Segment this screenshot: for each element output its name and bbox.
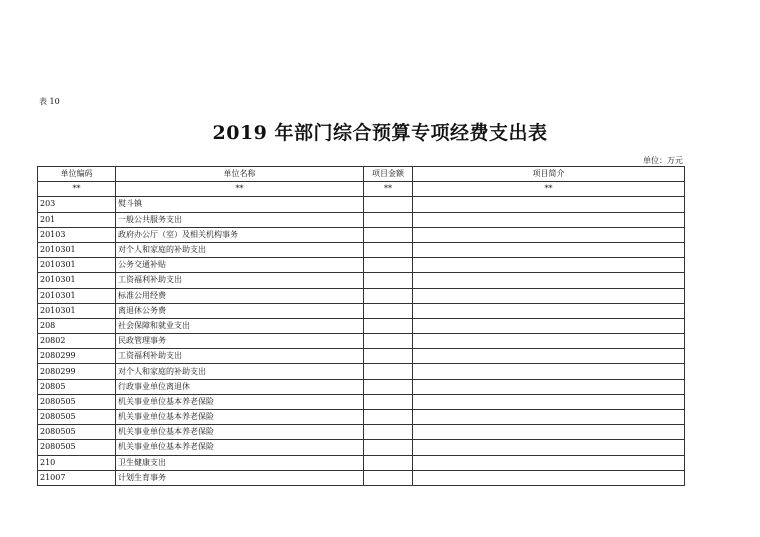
project-intro-cell bbox=[413, 288, 685, 303]
table-row bbox=[38, 288, 685, 303]
project-intro-cell bbox=[413, 379, 685, 394]
table-row bbox=[38, 227, 685, 242]
unit-name-cell: 离退休公务费 bbox=[116, 303, 364, 318]
unit-name-cell: 对个人和家庭的补助支出 bbox=[116, 242, 364, 257]
project-intro-cell bbox=[413, 334, 685, 349]
table-row bbox=[38, 364, 685, 379]
project-intro-cell bbox=[413, 349, 685, 364]
table-row bbox=[38, 349, 685, 364]
table-number: 表 10 bbox=[39, 97, 60, 106]
table-row bbox=[38, 197, 685, 212]
table-row bbox=[38, 455, 685, 470]
unit-name-cell: 一般公共服务支出 bbox=[116, 212, 364, 227]
unit-code-cell: 20805 bbox=[38, 379, 116, 394]
unit-code-cell: 2080299 bbox=[38, 364, 116, 379]
table-row bbox=[38, 242, 685, 257]
project-amount-cell bbox=[364, 379, 413, 394]
project-intro-cell bbox=[413, 227, 685, 242]
table-row bbox=[38, 303, 685, 318]
unit-name-cell: 标准公用经费 bbox=[116, 288, 364, 303]
unit-label: 单位：万元 bbox=[643, 156, 683, 165]
table-row bbox=[38, 212, 685, 227]
budget-table bbox=[37, 166, 685, 486]
table-row bbox=[38, 379, 685, 394]
table-row bbox=[38, 470, 685, 485]
project-amount-cell bbox=[364, 212, 413, 227]
unit-name-cell: 民政管理事务 bbox=[116, 334, 364, 349]
project-amount-cell bbox=[364, 273, 413, 288]
stars-cell: ** bbox=[413, 182, 685, 197]
project-amount-cell bbox=[364, 197, 413, 212]
unit-code-cell: 210 bbox=[38, 455, 116, 470]
unit-name-cell: 机关事业单位基本养老保险 bbox=[116, 440, 364, 455]
table-body bbox=[38, 197, 685, 486]
project-amount-cell bbox=[364, 470, 413, 485]
table-row bbox=[38, 410, 685, 425]
project-intro-cell bbox=[413, 394, 685, 409]
unit-code-cell: 2010301 bbox=[38, 273, 116, 288]
unit-name-cell: 卫生健康支出 bbox=[116, 455, 364, 470]
project-amount-cell bbox=[364, 349, 413, 364]
project-amount-cell bbox=[364, 440, 413, 455]
project-amount-cell bbox=[364, 455, 413, 470]
project-amount-cell bbox=[364, 410, 413, 425]
unit-name-cell: 工资福利补助支出 bbox=[116, 349, 364, 364]
project-amount-cell bbox=[364, 227, 413, 242]
header-project-intro: 项目简介 bbox=[413, 167, 685, 182]
stars-cell: ** bbox=[38, 182, 116, 197]
unit-code-cell: 2080505 bbox=[38, 410, 116, 425]
project-intro-cell bbox=[413, 425, 685, 440]
unit-name-cell: 工资福利补助支出 bbox=[116, 273, 364, 288]
table-row bbox=[38, 394, 685, 409]
unit-code-cell: 21007 bbox=[38, 470, 116, 485]
table-row bbox=[38, 318, 685, 333]
project-intro-cell bbox=[413, 197, 685, 212]
table-row bbox=[38, 425, 685, 440]
header-row bbox=[38, 167, 685, 182]
unit-code-cell: 2080505 bbox=[38, 394, 116, 409]
unit-code-cell: 203 bbox=[38, 197, 116, 212]
unit-code-cell: 2080299 bbox=[38, 349, 116, 364]
project-intro-cell bbox=[413, 212, 685, 227]
unit-code-cell: 20103 bbox=[38, 227, 116, 242]
unit-name-cell: 公务交通补贴 bbox=[116, 258, 364, 273]
project-intro-cell bbox=[413, 440, 685, 455]
unit-name-cell: 熨斗镇 bbox=[116, 197, 364, 212]
unit-name-cell: 行政事业单位离退休 bbox=[116, 379, 364, 394]
project-amount-cell bbox=[364, 394, 413, 409]
project-intro-cell bbox=[413, 318, 685, 333]
project-amount-cell bbox=[364, 303, 413, 318]
page-title: 2019 年部门综合预算专项经费支出表 bbox=[212, 122, 548, 144]
stars-cell: ** bbox=[116, 182, 364, 197]
table-row bbox=[38, 334, 685, 349]
project-intro-cell bbox=[413, 303, 685, 318]
project-amount-cell bbox=[364, 288, 413, 303]
project-amount-cell bbox=[364, 258, 413, 273]
unit-code-cell: 2080505 bbox=[38, 425, 116, 440]
project-intro-cell bbox=[413, 258, 685, 273]
project-intro-cell bbox=[413, 242, 685, 257]
unit-name-cell: 社会保障和就业支出 bbox=[116, 318, 364, 333]
unit-name-cell: 政府办公厅（室）及相关机构事务 bbox=[116, 227, 364, 242]
project-intro-cell bbox=[413, 410, 685, 425]
unit-code-cell: 208 bbox=[38, 318, 116, 333]
unit-name-cell: 对个人和家庭的补助支出 bbox=[116, 364, 364, 379]
unit-code-cell: 201 bbox=[38, 212, 116, 227]
header-project-amount: 项目金额 bbox=[364, 167, 413, 182]
unit-code-cell: 2080505 bbox=[38, 440, 116, 455]
unit-code-cell: 2010301 bbox=[38, 303, 116, 318]
table-row bbox=[38, 258, 685, 273]
stars-row bbox=[38, 182, 685, 197]
project-intro-cell bbox=[413, 455, 685, 470]
project-amount-cell bbox=[364, 242, 413, 257]
project-intro-cell bbox=[413, 470, 685, 485]
unit-name-cell: 机关事业单位基本养老保险 bbox=[116, 410, 364, 425]
table-row bbox=[38, 440, 685, 455]
unit-name-cell: 计划生育事务 bbox=[116, 470, 364, 485]
table-row bbox=[38, 273, 685, 288]
project-amount-cell bbox=[364, 334, 413, 349]
unit-code-cell: 2010301 bbox=[38, 288, 116, 303]
unit-name-cell: 机关事业单位基本养老保险 bbox=[116, 394, 364, 409]
unit-code-cell: 2010301 bbox=[38, 258, 116, 273]
unit-name-cell: 机关事业单位基本养老保险 bbox=[116, 425, 364, 440]
header-unit-name: 单位名称 bbox=[116, 167, 364, 182]
project-amount-cell bbox=[364, 425, 413, 440]
stars-cell: ** bbox=[364, 182, 413, 197]
project-amount-cell bbox=[364, 364, 413, 379]
project-intro-cell bbox=[413, 273, 685, 288]
project-amount-cell bbox=[364, 318, 413, 333]
project-intro-cell bbox=[413, 364, 685, 379]
unit-code-cell: 20802 bbox=[38, 334, 116, 349]
unit-code-cell: 2010301 bbox=[38, 242, 116, 257]
header-unit-code: 单位编码 bbox=[38, 167, 116, 182]
